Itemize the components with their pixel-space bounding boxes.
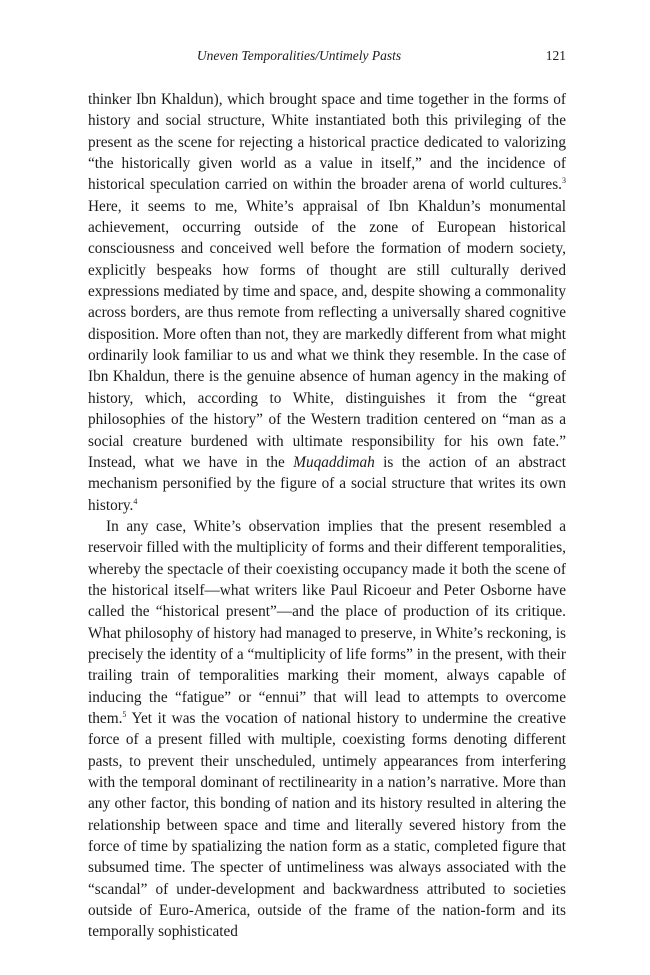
footnote-marker: 3 <box>562 176 566 186</box>
footnote-marker: 5 <box>122 709 127 719</box>
footnote-marker: 4 <box>133 496 138 506</box>
paragraph-text: Yet it was the vocation of national history to undermine the creative force of a present filled with multiple, coexisting forms denoting different pasts, to prevent their unscheduled, untimely appearances from interfering with the temporal dominant of rectilinearity in a nation’s narrative. More than any other factor, this bonding of nation and its history resulted in altering the relationship between space and time and literally severed history from the force of time by spatializing the nation form as a static, completed figure that subsumed time. The specter of untimeliness was always associated with the “scandal” of under-development and backwardness attributed to societies outside of Euro-America, outside of the frame of the nation-form and its temporally sophisticated <box>88 709 566 941</box>
paragraph-text: thinker Ibn Khaldun), which brought space and time together in the forms of history and social structure, White instantiated both this privileging of the present as the scene for rejecting a historical practice dedicated to valorizing “the historically given world as a value in itself,” and the incidence of historical speculation carried on within the broader arena of world cultures. <box>88 91 566 194</box>
paragraph-text: is the action of an abstract mechanism personified by the figure of a social structure that writes its own history. <box>88 453 566 514</box>
running-head <box>88 46 566 66</box>
book-title: Muqaddimah <box>293 453 375 471</box>
running-title: Uneven Temporalities/Untimely Pasts <box>196 48 402 63</box>
body-text <box>88 89 566 943</box>
page-number: 121 <box>545 48 566 63</box>
paragraph-text: In any case, White’s observation implies that the present resembled a reservoir filled with the multiplicity of forms and their different temporalities, whereby the spectacle of their coexisting occupancy made it both the scene of the historical itself—what writers like Paul Ricoeur and Peter Osborne have called the “historical present”—and the place of production of its critique. What philosophy of history had managed to preserve, in White’s reckoning, is precisely the identity of a “multiplicity of life forms” in the present, with their trailing train of temporalities marking their moment, always capable of inducing the “fatigue” or “ennui” that will lead to attempts to overcome them. <box>88 517 566 727</box>
paragraph-text: Here, it seems to me, White’s appraisal of Ibn Khaldun’s monumental achievement, occurring outside of the zone of European historical consciousness and conceived well before the formation of modern society, explicitly bespeaks how forms of thought are still culturally derived expressions mediated by time and space, and, despite showing a commonality across borders, are thus remote from reflecting a universally shared cognitive disposition. More often than not, they are markedly different from what might ordinarily look familiar to us and what we think they resemble. In the case of Ibn Khaldun, there is the genuine absence of human agency in the making of history, which, according to White, distinguishes it from the “great philosophies of the history” of the Western tradition centered on “man as a social creature burdened with ultimate responsibility for his own fate.” Instead, what we have in the <box>88 197 566 471</box>
paragraph <box>88 89 566 516</box>
paragraph <box>88 516 566 943</box>
